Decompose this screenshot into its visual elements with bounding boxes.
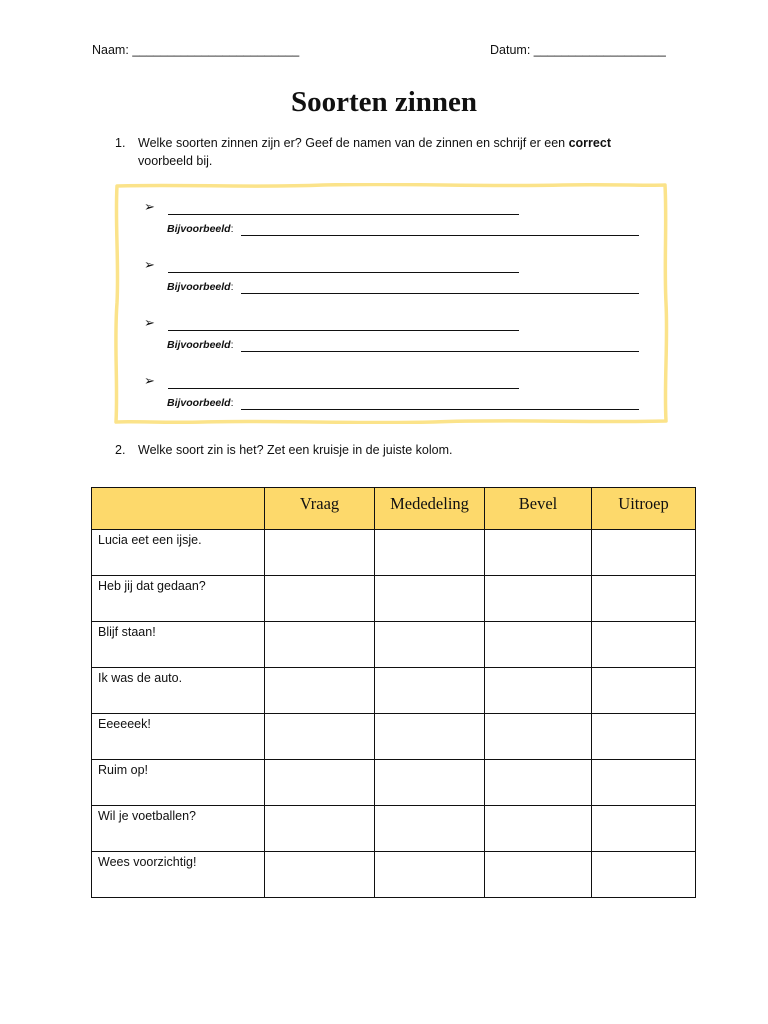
checkbox-cell-uitroep[interactable]: [592, 806, 696, 852]
name-label: Naam:: [92, 43, 129, 57]
classification-table: [91, 487, 696, 898]
checkbox-cell-mededeling[interactable]: [375, 622, 485, 668]
checkbox-cell-bevel[interactable]: [485, 668, 592, 714]
answer-item: [113, 299, 669, 351]
checkbox-cell-vraag[interactable]: [265, 852, 375, 898]
checkbox-cell-bevel[interactable]: [485, 622, 592, 668]
answer-item: [113, 241, 669, 293]
column-header-vraag: Vraag: [265, 488, 375, 530]
checkbox-cell-uitroep[interactable]: [592, 852, 696, 898]
example-label: Bijvoorbeeld:: [167, 223, 234, 235]
checkbox-cell-bevel[interactable]: [485, 530, 592, 576]
table-row: [92, 576, 696, 622]
sentence-type-blank[interactable]: [168, 375, 519, 389]
checkbox-cell-vraag[interactable]: [265, 668, 375, 714]
checkbox-cell-uitroep[interactable]: [592, 668, 696, 714]
sentence-cell: Eeeeeek!: [92, 714, 265, 760]
checkbox-cell-vraag[interactable]: [265, 760, 375, 806]
sentence-cell: Wil je voetballen?: [92, 806, 265, 852]
checkbox-cell-uitroep[interactable]: [592, 714, 696, 760]
checkbox-cell-mededeling[interactable]: [375, 530, 485, 576]
sentence-type-blank[interactable]: [168, 259, 519, 273]
checkbox-cell-bevel[interactable]: [485, 806, 592, 852]
checkbox-cell-bevel[interactable]: [485, 714, 592, 760]
example-blank[interactable]: [241, 396, 639, 410]
column-header-mededeling: Mededeling: [375, 488, 485, 530]
column-header-bevel: Bevel: [485, 488, 592, 530]
arrow-bullet-icon: ➢: [144, 373, 155, 388]
arrow-bullet-icon: ➢: [144, 315, 155, 330]
checkbox-cell-uitroep[interactable]: [592, 576, 696, 622]
table-row: [92, 852, 696, 898]
checkbox-cell-uitroep[interactable]: [592, 760, 696, 806]
date-blank[interactable]: ___________________: [533, 43, 666, 57]
checkbox-cell-uitroep[interactable]: [592, 530, 696, 576]
checkbox-cell-bevel[interactable]: [485, 576, 592, 622]
name-blank[interactable]: ________________________: [132, 43, 300, 57]
page-title: Soorten zinnen: [290, 86, 478, 118]
checkbox-cell-bevel[interactable]: [485, 852, 592, 898]
sentence-cell: Blijf staan!: [92, 622, 265, 668]
sentence-cell: Lucia eet een ijsje.: [92, 530, 265, 576]
checkbox-cell-uitroep[interactable]: [592, 622, 696, 668]
checkbox-cell-bevel[interactable]: [485, 760, 592, 806]
sentence-type-blank[interactable]: [168, 201, 519, 215]
emphasis-word: correct: [568, 136, 611, 150]
question-2-number: 2.: [115, 443, 126, 457]
example-label: Bijvoorbeeld:: [167, 281, 234, 293]
question-2-text: Welke soort zin is het? Zet een kruisje in de juiste kolom.: [138, 443, 453, 457]
checkbox-cell-vraag[interactable]: [265, 806, 375, 852]
table-row: [92, 714, 696, 760]
question-2: [115, 441, 675, 461]
answer-box: [113, 183, 669, 424]
example-blank[interactable]: [241, 280, 639, 294]
checkbox-cell-mededeling[interactable]: [375, 714, 485, 760]
example-label: Bijvoorbeeld:: [167, 339, 234, 351]
table-header-row: [92, 488, 696, 530]
checkbox-cell-mededeling[interactable]: [375, 668, 485, 714]
checkbox-cell-vraag[interactable]: [265, 622, 375, 668]
checkbox-cell-mededeling[interactable]: [375, 760, 485, 806]
table-row: [92, 622, 696, 668]
checkbox-cell-mededeling[interactable]: [375, 576, 485, 622]
table-row: [92, 668, 696, 714]
sentence-cell: Ik was de auto.: [92, 668, 265, 714]
sentence-type-blank[interactable]: [168, 317, 519, 331]
table-row: [92, 806, 696, 852]
answer-item: [113, 183, 669, 235]
checkbox-cell-vraag[interactable]: [265, 714, 375, 760]
header-blank-cell: [92, 488, 265, 530]
checkbox-cell-mededeling[interactable]: [375, 806, 485, 852]
arrow-bullet-icon: ➢: [144, 257, 155, 272]
question-1: [115, 134, 675, 174]
name-field: [92, 43, 299, 57]
sentence-cell: Ruim op!: [92, 760, 265, 806]
checkbox-cell-mededeling[interactable]: [375, 852, 485, 898]
example-blank[interactable]: [241, 222, 639, 236]
question-1-text: Welke soorten zinnen zijn er? Geef de namen van de zinnen en schrijf er een correct voorbeeld bij.: [138, 136, 611, 168]
question-1-number: 1.: [115, 136, 126, 150]
checkbox-cell-vraag[interactable]: [265, 530, 375, 576]
table-row: [92, 760, 696, 806]
sentence-cell: Heb jij dat gedaan?: [92, 576, 265, 622]
example-label: Bijvoorbeeld:: [167, 397, 234, 409]
example-blank[interactable]: [241, 338, 639, 352]
checkbox-cell-vraag[interactable]: [265, 576, 375, 622]
sentence-cell: Wees voorzichtig!: [92, 852, 265, 898]
answer-item: [113, 357, 669, 409]
table-row: [92, 530, 696, 576]
date-label: Datum:: [490, 43, 531, 57]
column-header-uitroep: Uitroep: [592, 488, 696, 530]
arrow-bullet-icon: ➢: [144, 199, 155, 214]
date-field: [490, 43, 666, 57]
